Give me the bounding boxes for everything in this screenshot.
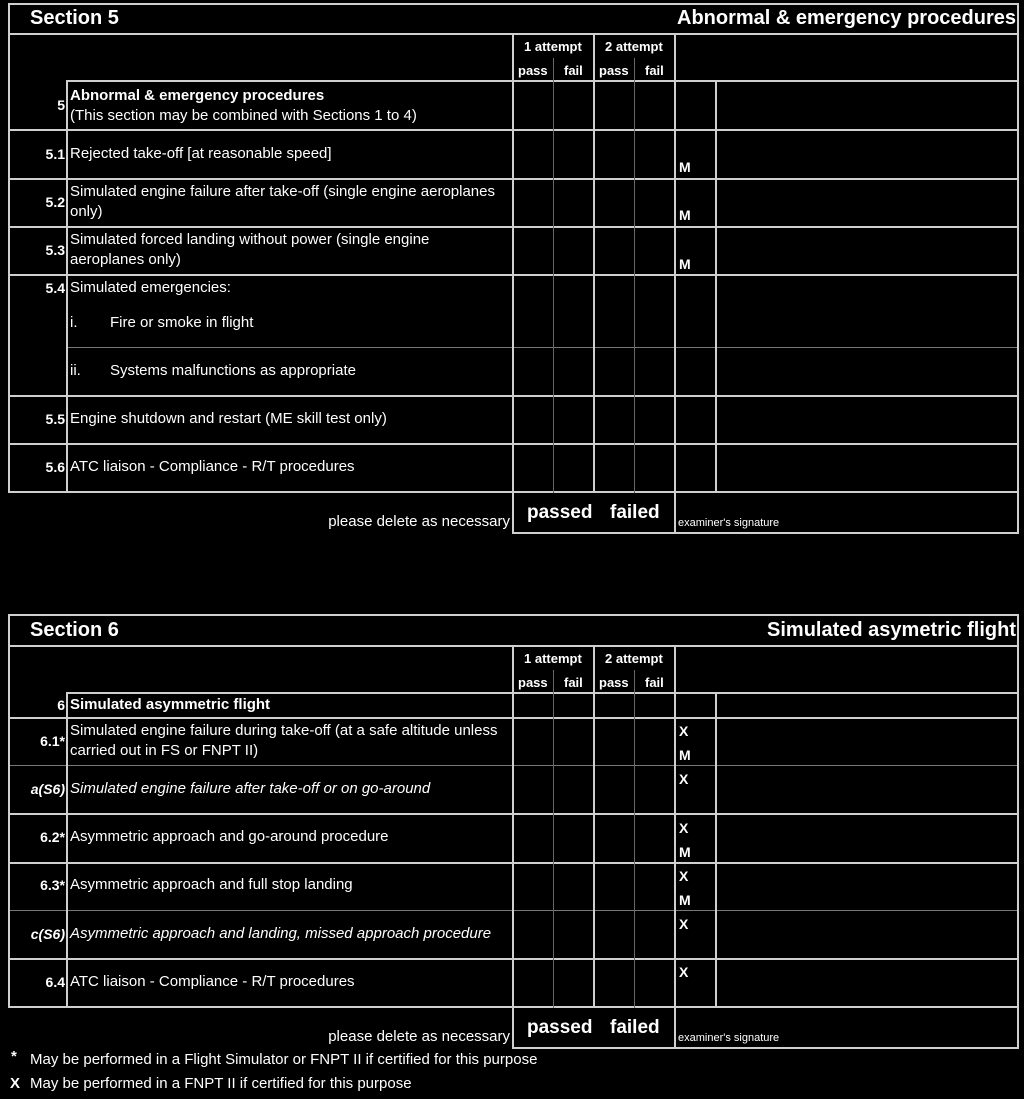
passed-option[interactable]: passed bbox=[527, 1017, 593, 1038]
item-text: Simulated engine failure after take-off (single engine aeroplanes bbox=[70, 183, 495, 200]
divider bbox=[593, 33, 595, 493]
divider bbox=[634, 670, 635, 1008]
section-heading: Abnormal & emergency procedures bbox=[677, 7, 1016, 29]
item-text: Rejected take-off [at reasonable speed] bbox=[70, 145, 332, 162]
section-heading: Simulated asymetric flight bbox=[767, 619, 1016, 641]
pass-header: pass bbox=[518, 63, 548, 78]
failed-option[interactable]: failed bbox=[610, 502, 660, 523]
attempt-1-header: 1 attempt bbox=[524, 651, 582, 666]
footnote-x-text: May be performed in a FNPT II if certified for this purpose bbox=[30, 1075, 412, 1092]
item-text: Simulated engine failure after take-off or on go-around bbox=[70, 780, 431, 797]
item-code: M bbox=[679, 892, 691, 908]
delete-note: please delete as necessary bbox=[328, 513, 510, 530]
item-number: 5 bbox=[57, 97, 65, 113]
divider bbox=[512, 33, 514, 534]
examiner-signature-label: examiner's signature bbox=[678, 517, 780, 529]
item-text: Simulated forced landing without power (single engine bbox=[70, 231, 430, 248]
delete-note: please delete as necessary bbox=[328, 1028, 510, 1045]
footnote-star-text: May be performed in a Flight Simulator or FNPT II if certified for this purpose bbox=[30, 1051, 538, 1068]
item-text: Asymmetric approach and landing, missed approach procedure bbox=[70, 925, 492, 942]
item-number: 5.5 bbox=[45, 411, 65, 427]
divider bbox=[634, 58, 635, 493]
divider bbox=[66, 80, 68, 493]
section-title: Section 6 bbox=[30, 619, 119, 641]
item-text: Asymmetric approach and full stop landing bbox=[70, 876, 353, 893]
item-code: X bbox=[679, 916, 689, 932]
fail-header: fail bbox=[645, 675, 664, 690]
item-number: 5.1 bbox=[45, 146, 65, 162]
fail-header: fail bbox=[564, 63, 583, 78]
item-text: carried out in FS or FNPT II) bbox=[70, 742, 259, 759]
item-number: 5.6 bbox=[45, 459, 65, 475]
fail-header: fail bbox=[645, 63, 664, 78]
item-number: a(S6) bbox=[30, 781, 65, 797]
footnote-star-marker: * bbox=[11, 1048, 17, 1065]
attempt-1-header: 1 attempt bbox=[524, 39, 582, 54]
item-code: M bbox=[679, 159, 691, 175]
divider bbox=[1017, 3, 1019, 534]
item-note: (This section may be combined with Sections 1 to 4) bbox=[70, 107, 417, 124]
attempt-2-header: 2 attempt bbox=[605, 39, 663, 54]
item-number: 5.2 bbox=[45, 194, 65, 210]
failed-option[interactable]: failed bbox=[610, 1017, 660, 1038]
item-text: Engine shutdown and restart (ME skill test only) bbox=[70, 410, 387, 427]
sub-item-marker: i. bbox=[70, 314, 78, 331]
divider bbox=[66, 347, 1018, 348]
pass-header: pass bbox=[599, 675, 629, 690]
item-text: only) bbox=[70, 203, 103, 220]
divider bbox=[512, 532, 1018, 534]
divider bbox=[8, 3, 1018, 5]
sub-item-text: Systems malfunctions as appropriate bbox=[110, 362, 356, 379]
divider bbox=[66, 692, 68, 1008]
divider bbox=[715, 692, 717, 1008]
divider bbox=[553, 670, 554, 1008]
item-text: Asymmetric approach and go-around procedure bbox=[70, 828, 389, 845]
item-code: X bbox=[679, 723, 689, 739]
item-text: Simulated engine failure during take-off (at a safe altitude unless bbox=[70, 722, 498, 739]
passed-option[interactable]: passed bbox=[527, 502, 593, 523]
item-number: 6.2* bbox=[40, 829, 65, 845]
item-number: 6.3* bbox=[40, 877, 65, 893]
pass-header: pass bbox=[518, 675, 548, 690]
item-code: M bbox=[679, 256, 691, 272]
item-code: X bbox=[679, 964, 689, 980]
item-text: ATC liaison - Compliance - R/T procedures bbox=[70, 458, 355, 475]
item-number: 5.3 bbox=[45, 242, 65, 258]
divider bbox=[674, 33, 676, 534]
item-number: 6.4 bbox=[45, 974, 65, 990]
fail-header: fail bbox=[564, 675, 583, 690]
divider bbox=[1017, 614, 1019, 1049]
divider bbox=[66, 692, 1018, 694]
divider bbox=[512, 1047, 1018, 1049]
divider bbox=[8, 614, 10, 1008]
examiner-signature-label: examiner's signature bbox=[678, 1032, 780, 1044]
item-code: M bbox=[679, 844, 691, 860]
item-text: ATC liaison - Compliance - R/T procedures bbox=[70, 973, 355, 990]
item-title: Abnormal & emergency procedures bbox=[70, 87, 325, 104]
divider bbox=[553, 58, 554, 493]
divider bbox=[593, 645, 595, 1008]
divider bbox=[715, 80, 717, 493]
divider bbox=[8, 614, 1018, 616]
section-title: Section 5 bbox=[30, 7, 119, 29]
item-text: Simulated emergencies: bbox=[70, 279, 231, 296]
attempt-2-header: 2 attempt bbox=[605, 651, 663, 666]
item-code: X bbox=[679, 868, 689, 884]
divider bbox=[674, 645, 676, 1049]
divider bbox=[512, 645, 514, 1049]
divider bbox=[66, 80, 1018, 82]
item-number: 6.1* bbox=[40, 733, 65, 749]
item-code: M bbox=[679, 207, 691, 223]
sub-item-marker: ii. bbox=[70, 362, 81, 379]
item-number: c(S6) bbox=[30, 926, 65, 942]
item-title: Simulated asymmetric flight bbox=[70, 696, 271, 713]
sub-item-text: Fire or smoke in flight bbox=[110, 314, 254, 331]
item-number: 5.4 bbox=[45, 280, 65, 296]
item-code: X bbox=[679, 820, 689, 836]
item-text: aeroplanes only) bbox=[70, 251, 181, 268]
item-code: X bbox=[679, 771, 689, 787]
pass-header: pass bbox=[599, 63, 629, 78]
footnote-x-marker: X bbox=[10, 1075, 21, 1092]
item-code: M bbox=[679, 747, 691, 763]
item-number: 6 bbox=[57, 697, 65, 713]
